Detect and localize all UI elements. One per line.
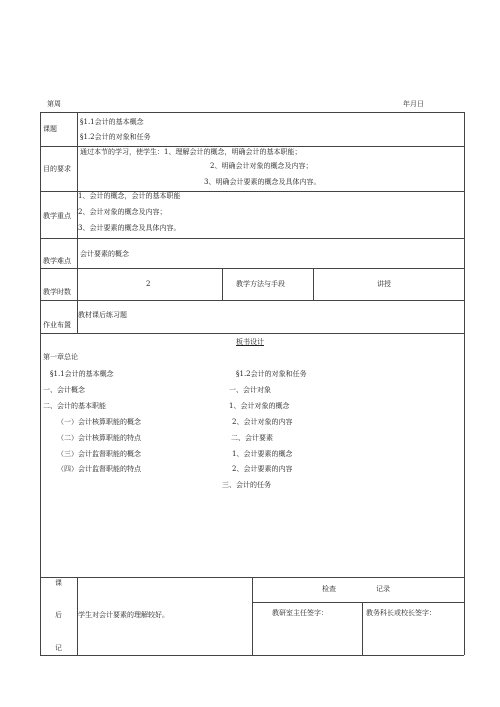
board-right-item: 三、会计的任务 bbox=[222, 481, 271, 489]
postclass-comment: 学生对会计要素的理解较好。 bbox=[78, 611, 169, 619]
board-left-item: （四）会计监督职能的特点 bbox=[57, 465, 141, 473]
method-value: 讲授 bbox=[377, 280, 391, 288]
topic-line-2: §1.2会计的对象和任务 bbox=[80, 133, 151, 141]
objective-line-2: 2、明确会计对象的概念及内容； bbox=[210, 162, 313, 170]
board-left-item: 一、会计概念 bbox=[43, 386, 85, 394]
board-left-item: （一）会计核算职能的概念 bbox=[57, 418, 141, 426]
topic-label: 课题 bbox=[43, 125, 57, 133]
key-point-3: 3、会计要素的概念及具体内容。 bbox=[78, 224, 181, 232]
board-right-item: 2、会计要素的内容 bbox=[232, 465, 293, 473]
key-point-2: 2、会计对象的概念及内容； bbox=[78, 208, 167, 216]
board-left-item: 二、会计的基本职能 bbox=[43, 402, 106, 410]
hours-label: 教学时数 bbox=[43, 288, 71, 296]
week-label: 第周 bbox=[47, 100, 61, 108]
board-right-item: 一、会计对象 bbox=[229, 386, 271, 394]
hours-value: 2 bbox=[146, 280, 151, 288]
footer-side-char: 课 bbox=[55, 579, 62, 587]
footer-side-char: 后 bbox=[55, 611, 62, 619]
objective-line-1: 通过本节的学习，使学生：1、理解会计的概念，明确会计的基本职能； bbox=[80, 148, 302, 156]
dean-signature-label: 教务科长或校长签字： bbox=[366, 609, 436, 617]
board-title: 板书设计 bbox=[236, 338, 264, 346]
board-right-item: 1、会计要素的概念 bbox=[232, 450, 293, 458]
board-chapter: 第一章总论 bbox=[43, 353, 78, 361]
difficulty-text: 会计要素的概念 bbox=[80, 250, 129, 258]
board-left-item: （三）会计监督职能的概念 bbox=[57, 450, 141, 458]
board-left-item: （二）会计核算职能的特点 bbox=[57, 434, 141, 442]
key-points-label: 教学重点 bbox=[43, 212, 71, 220]
objective-label: 目的要求 bbox=[43, 165, 71, 173]
board-left-item: §1.1会计的基本概念 bbox=[50, 370, 114, 378]
key-point-1: 1、会计的概念，会计的基本职能 bbox=[78, 192, 181, 200]
director-signature-label: 教研室主任签字： bbox=[272, 609, 328, 617]
board-right-item: 二、会计要素 bbox=[231, 434, 273, 442]
board-right-item: §1.2会计的对象和任务 bbox=[236, 370, 307, 378]
board-right-item: 2、会计对象的内容 bbox=[232, 418, 293, 426]
difficulty-label: 教学难点 bbox=[43, 257, 71, 265]
topic-line-1: §1.1会计的基本概念 bbox=[80, 118, 144, 126]
footer-side-char: 记 bbox=[55, 644, 62, 652]
method-label: 教学方法与手段 bbox=[236, 280, 285, 288]
homework-text: 教材课后练习题 bbox=[78, 311, 127, 319]
homework-label: 作业布置 bbox=[43, 321, 71, 329]
date-label: 年月日 bbox=[403, 100, 424, 108]
check-label: 检查 bbox=[322, 585, 336, 593]
record-label: 记录 bbox=[376, 585, 390, 593]
board-right-item: 1、会计对象的概念 bbox=[229, 402, 290, 410]
objective-line-3: 3、明确会计要素的概念及具体内容。 bbox=[204, 178, 321, 186]
